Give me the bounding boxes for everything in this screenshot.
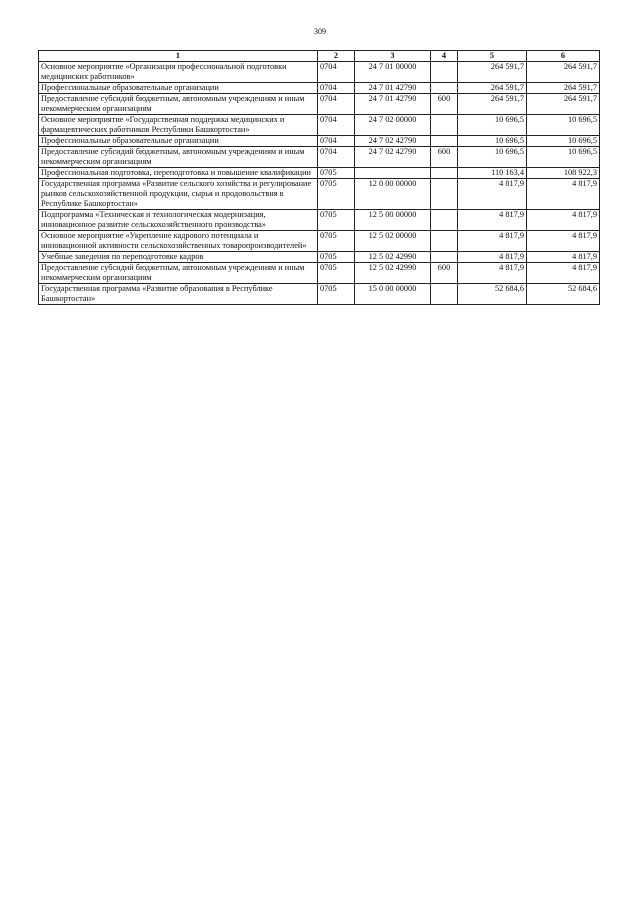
row-name: Профессиональная подготовка, переподготовка и повышение квалификации bbox=[39, 168, 318, 179]
row-name: Предоставление субсидий бюджетным, автономным учреждениям и иным некоммерческим организациям bbox=[39, 94, 318, 115]
row-section: 0705 bbox=[318, 210, 355, 231]
row-amount-6: 10 696,5 bbox=[527, 115, 600, 136]
table-row bbox=[39, 231, 600, 252]
row-target-code: 24 7 02 00000 bbox=[355, 115, 431, 136]
row-amount-6: 4 817,9 bbox=[527, 210, 600, 231]
row-amount-5: 4 817,9 bbox=[458, 231, 527, 252]
row-section: 0705 bbox=[318, 284, 355, 305]
row-name: Основное мероприятие «Укрепление кадрового потенциала и инновационной активности сельскохозяйственных товаропроизводителей» bbox=[39, 231, 318, 252]
table-row bbox=[39, 115, 600, 136]
table-row bbox=[39, 284, 600, 305]
row-name: Предоставление субсидий бюджетным, автономным учреждениям и иным некоммерческим организациям bbox=[39, 147, 318, 168]
row-section: 0704 bbox=[318, 147, 355, 168]
row-target-code: 24 7 01 00000 bbox=[355, 62, 431, 83]
table-row bbox=[39, 62, 600, 83]
row-expense-type bbox=[431, 168, 458, 179]
row-section: 0705 bbox=[318, 179, 355, 210]
row-name: Государственная программа «Развитие сельского хозяйства и регулирование рынков сельскохозяйственной продукции, сырья и продовольствия в Республике Башкортостан» bbox=[39, 179, 318, 210]
header-row bbox=[39, 51, 600, 62]
header-cell-1: 1 bbox=[39, 51, 318, 62]
row-amount-6: 10 696,5 bbox=[527, 136, 600, 147]
row-amount-5: 10 696,5 bbox=[458, 147, 527, 168]
row-amount-6: 264 591,7 bbox=[527, 62, 600, 83]
row-expense-type bbox=[431, 231, 458, 252]
row-section: 0705 bbox=[318, 231, 355, 252]
row-target-code: 12 5 02 00000 bbox=[355, 231, 431, 252]
row-amount-6: 4 817,9 bbox=[527, 231, 600, 252]
row-amount-6: 52 684,6 bbox=[527, 284, 600, 305]
row-expense-type: 600 bbox=[431, 147, 458, 168]
row-amount-6: 4 817,9 bbox=[527, 252, 600, 263]
row-section: 0705 bbox=[318, 168, 355, 179]
table-row bbox=[39, 179, 600, 210]
row-amount-5: 4 817,9 bbox=[458, 179, 527, 210]
row-section: 0704 bbox=[318, 83, 355, 94]
row-section: 0704 bbox=[318, 115, 355, 136]
row-target-code: 24 7 01 42790 bbox=[355, 94, 431, 115]
row-name: Государственная программа «Развитие образования в Республике Башкортостан» bbox=[39, 284, 318, 305]
row-section: 0705 bbox=[318, 252, 355, 263]
row-amount-5: 264 591,7 bbox=[458, 62, 527, 83]
row-target-code: 24 7 02 42790 bbox=[355, 147, 431, 168]
header-cell-3: 3 bbox=[355, 51, 431, 62]
row-amount-5: 4 817,9 bbox=[458, 210, 527, 231]
row-target-code: 12 5 02 42990 bbox=[355, 263, 431, 284]
row-expense-type bbox=[431, 83, 458, 94]
header-cell-2: 2 bbox=[318, 51, 355, 62]
row-target-code: 12 0 00 00000 bbox=[355, 179, 431, 210]
row-amount-5: 52 684,6 bbox=[458, 284, 527, 305]
row-target-code: 12 5 02 42990 bbox=[355, 252, 431, 263]
row-expense-type bbox=[431, 62, 458, 83]
header-cell-5: 5 bbox=[458, 51, 527, 62]
header-cell-4: 4 bbox=[431, 51, 458, 62]
row-expense-type: 600 bbox=[431, 263, 458, 284]
row-expense-type bbox=[431, 210, 458, 231]
row-amount-6: 4 817,9 bbox=[527, 179, 600, 210]
table-body bbox=[39, 62, 600, 305]
row-section: 0705 bbox=[318, 263, 355, 284]
row-amount-5: 264 591,7 bbox=[458, 83, 527, 94]
row-target-code: 24 7 01 42790 bbox=[355, 83, 431, 94]
table-row bbox=[39, 94, 600, 115]
row-target-code: 15 0 00 00000 bbox=[355, 284, 431, 305]
row-target-code: 24 7 02 42790 bbox=[355, 136, 431, 147]
table-row bbox=[39, 210, 600, 231]
row-name: Учебные заведения по переподготовке кадров bbox=[39, 252, 318, 263]
row-expense-type bbox=[431, 284, 458, 305]
row-amount-5: 110 163,4 bbox=[458, 168, 527, 179]
row-amount-6: 264 591,7 bbox=[527, 94, 600, 115]
row-amount-5: 4 817,9 bbox=[458, 252, 527, 263]
row-section: 0704 bbox=[318, 136, 355, 147]
row-amount-6: 10 696,5 bbox=[527, 147, 600, 168]
row-amount-5: 10 696,5 bbox=[458, 115, 527, 136]
row-target-code: 12 5 00 00000 bbox=[355, 210, 431, 231]
row-amount-6: 264 591,7 bbox=[527, 83, 600, 94]
row-expense-type bbox=[431, 115, 458, 136]
row-section: 0704 bbox=[318, 94, 355, 115]
row-name: Предоставление субсидий бюджетным, автономным учреждениям и иным некоммерческим организациям bbox=[39, 263, 318, 284]
row-section: 0704 bbox=[318, 62, 355, 83]
row-expense-type bbox=[431, 179, 458, 210]
row-amount-5: 264 591,7 bbox=[458, 94, 527, 115]
row-amount-6: 108 922,3 bbox=[527, 168, 600, 179]
table-row bbox=[39, 136, 600, 147]
table-row bbox=[39, 252, 600, 263]
row-amount-5: 4 817,9 bbox=[458, 263, 527, 284]
row-target-code bbox=[355, 168, 431, 179]
row-expense-type bbox=[431, 136, 458, 147]
budget-table bbox=[38, 50, 600, 305]
row-expense-type: 600 bbox=[431, 94, 458, 115]
table-row bbox=[39, 83, 600, 94]
row-amount-5: 10 696,5 bbox=[458, 136, 527, 147]
header-cell-6: 6 bbox=[527, 51, 600, 62]
row-name: Подпрограмма «Техническая и технологическая модернизация, инновационное развитие сельскохозяйственного производства» bbox=[39, 210, 318, 231]
row-name: Профессиональные образовательные организации bbox=[39, 136, 318, 147]
page-number: 309 bbox=[314, 27, 326, 36]
table-row bbox=[39, 263, 600, 284]
row-name: Основное мероприятие «Организация профессиональной подготовки медицинских работников» bbox=[39, 62, 318, 83]
row-amount-6: 4 817,9 bbox=[527, 263, 600, 284]
row-name: Профессиональные образовательные организации bbox=[39, 83, 318, 94]
row-expense-type bbox=[431, 252, 458, 263]
table-row bbox=[39, 168, 600, 179]
row-name: Основное мероприятие «Государственная поддержка медицинских и фармацевтических работников Республики Башкортостан» bbox=[39, 115, 318, 136]
table-row bbox=[39, 147, 600, 168]
